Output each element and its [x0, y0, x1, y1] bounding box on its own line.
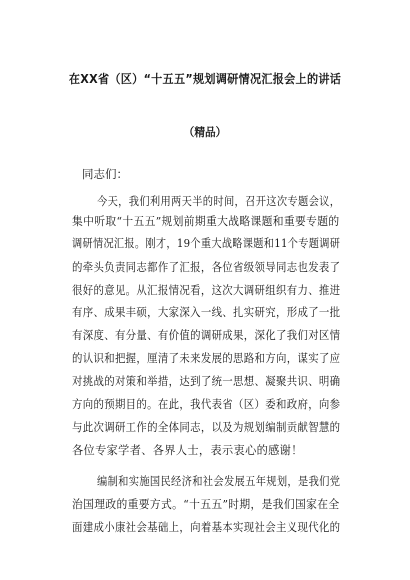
body-line: 很好的意见。从汇报情况看，这次大调研组织有力、推进 [72, 284, 341, 297]
body-line: 方向的预期目的。在此，我代表省（区）委和政府，向参 [72, 398, 341, 411]
body-line: 编制和实施国民经济和社会发展五年规划，是我们党 [97, 475, 341, 488]
body-line: 治国理政的重要方式。“十五五”时期，是我们国家在全 [72, 498, 340, 511]
greeting: 同志们： [82, 167, 128, 181]
body-line: 有序、成果丰硕，大家深入一线、扎实研究，形成了一批 [72, 306, 341, 319]
document-title: 在XX省（区）“十五五”规划调研情况汇报会上的讲话 [68, 72, 342, 86]
body-line: 各位专家学者、各界人士，表示衷心的感谢！ [72, 444, 303, 457]
body-line: 与此次调研工作的全体同志，以及为规划编制贡献智慧的 [72, 421, 341, 434]
body-line: 的认识和把握，厘清了未来发展的思路和方向，谋实了应 [72, 352, 341, 365]
body-line: 的牵头负责同志都作了汇报，各位省级领导同志也发表了 [72, 261, 341, 274]
body-line: 有深度、有分量、有价值的调研成果，深化了我们对区情 [72, 329, 341, 342]
body-line: 今天，我们利用两天半的时间，召开这次专题会议， [97, 195, 341, 208]
body-line: 对挑战的对策和举措，达到了统一思想、凝聚共识、明确 [72, 375, 341, 388]
body-line: 面建成小康社会基础上，向着基本实现社会主义现代化的 [72, 521, 341, 534]
body-line: 集中听取“十五五”规划前期重大战略课题和重要专题的 [72, 215, 340, 228]
document-subtitle: （精品） [183, 125, 227, 139]
body-line: 调研情况汇报。刚才，19个重大战略课题和11个专题调研 [72, 237, 341, 250]
